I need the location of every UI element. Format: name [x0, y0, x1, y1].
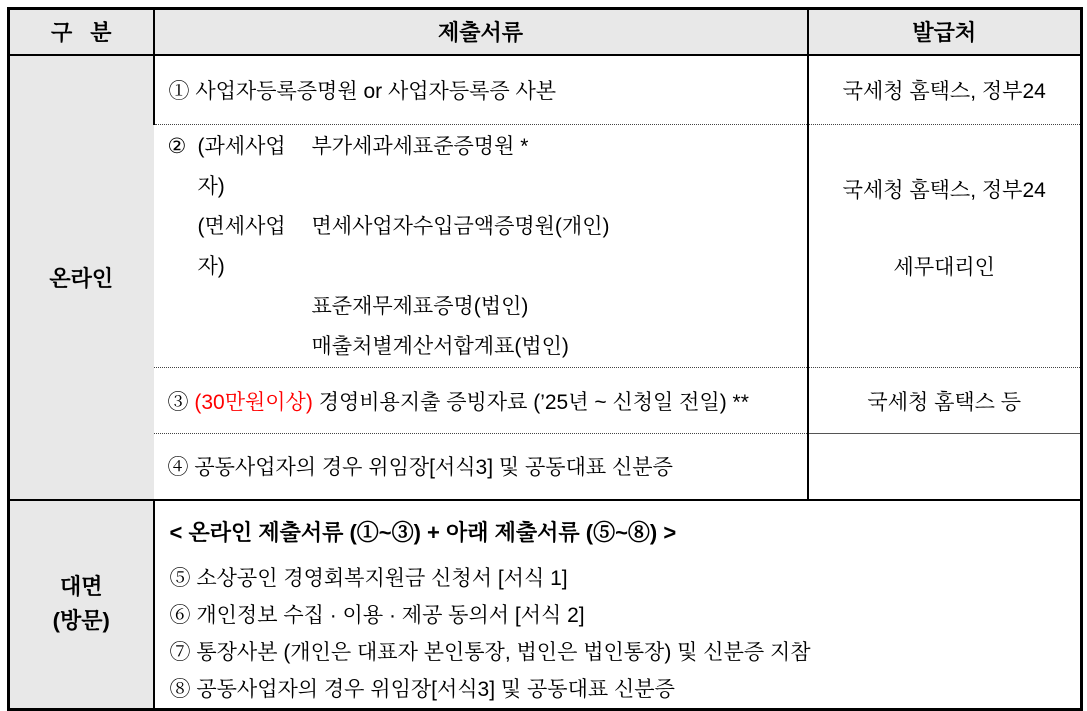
doc-item-7: ⑦ 통장사본 (개인은 대표자 본인통장, 법인은 법인통장) 및 신분증 지참 — [169, 640, 811, 664]
doc-item-8: ⑧ 공동사업자의 경우 위임장[서식3] 및 공동대표 신분증 — [169, 677, 675, 701]
in-person-item-list — [170, 560, 1081, 708]
doc-item-2-line-4 — [168, 327, 807, 367]
table-header-row — [9, 9, 1082, 55]
doc-item-6: ⑥ 개인정보 수집 · 이용 · 제공 동의서 [서식 2] — [169, 603, 585, 627]
issuer-item-2 — [808, 125, 1082, 368]
doc-item-2-exempt-label: (면세사업자) — [197, 215, 286, 278]
column-header-category: 구 분 — [9, 9, 154, 55]
in-person-heading: < 온라인 제출서류 (①~③) + 아래 제출서류 (⑤~⑧) > — [169, 519, 677, 545]
table-row — [9, 55, 1082, 125]
doc-item-3-text: 경영비용지출 증빙자료 (’25년 ~ 신청일 전일) ** — [318, 390, 749, 414]
issuer-item-2-secondary: 세무대리인 — [893, 256, 995, 279]
column-header-documents: 제출서류 — [154, 9, 808, 55]
category-in-person — [9, 500, 154, 710]
issuer-item-1: 국세청 홈택스, 정부24 — [808, 55, 1082, 125]
doc-item-2-taxable-label: (과세사업자) — [197, 135, 286, 198]
table-row — [9, 125, 1082, 368]
table-row — [9, 500, 1082, 710]
doc-item-4: ④ 공동사업자의 경우 위임장[서식3] 및 공동대표 신분증 — [154, 434, 808, 500]
doc-item-2-corp-doc-2: 매출처별계산서합계표(법인) — [311, 335, 569, 358]
table-row — [9, 434, 1082, 500]
doc-item-2-corp-doc-1: 표준재무제표증명(법인) — [311, 295, 529, 318]
in-person-documents-cell — [154, 500, 1082, 710]
doc-item-1: ① 사업자등록증명원 or 사업자등록증 사본 — [154, 55, 808, 125]
doc-item-2-exempt-doc: 면세사업자수입금액증명원(개인) — [311, 215, 610, 238]
doc-item-2-taxable-doc: 부가세과세표준증명원 * — [311, 135, 529, 158]
issuer-item-4-empty — [808, 434, 1082, 500]
category-in-person-line-1: 대면 — [59, 574, 103, 599]
column-header-issuer: 발급처 — [808, 9, 1082, 55]
table-row — [9, 368, 1082, 434]
doc-item-3-highlight: (30만원이상) — [194, 390, 313, 414]
doc-item-3-number: ③ — [167, 390, 189, 414]
category-online: 온라인 — [9, 55, 154, 500]
doc-item-2 — [154, 125, 808, 368]
submission-documents-table — [7, 7, 1083, 711]
issuer-item-2-primary: 국세청 홈택스, 정부24 — [842, 179, 1046, 202]
doc-item-5: ⑤ 소상공인 경영회복지원금 신청서 [서식 1] — [169, 566, 568, 590]
doc-item-2-line-3 — [168, 287, 807, 327]
doc-item-2-number: ② — [167, 135, 187, 158]
doc-item-2-line-2 — [168, 207, 807, 287]
issuer-item-3: 국세청 홈택스 등 — [808, 368, 1082, 434]
doc-item-3 — [154, 368, 808, 434]
doc-item-2-line-1 — [168, 127, 807, 207]
category-in-person-line-2: (방문) — [52, 608, 110, 633]
